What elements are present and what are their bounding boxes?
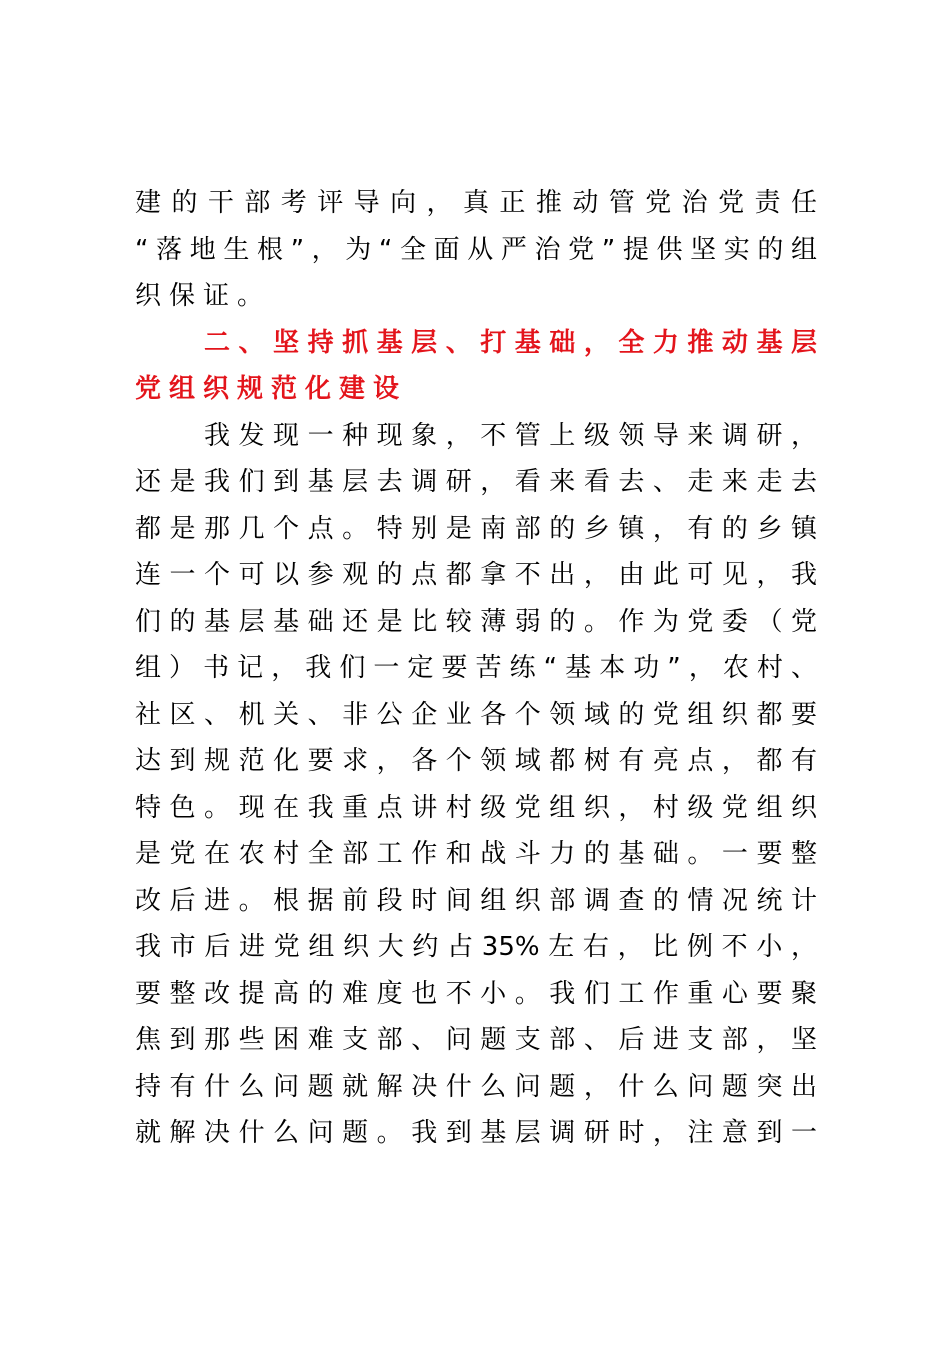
section-heading	[135, 320, 817, 413]
text-line: 我发现一种现象，不管上级领导来调研，	[204, 420, 817, 451]
text-line: 社区、机关、非公企业各个领域的党组织都要	[135, 699, 817, 730]
text-line: 组）书记，我们一定要苦练“基本功”，农村、	[135, 653, 817, 683]
heading-line: 党组织规范化建设	[135, 374, 408, 404]
text-line: 我市后进党组织大约占35%左右，比例不小，	[135, 932, 817, 962]
text-line: 织保证。	[135, 281, 272, 311]
text-line: 就解决什么问题。我到基层调研时，注意到一	[135, 1118, 817, 1148]
text-line: 特色。现在我重点讲村级党组织，村级党组织	[135, 792, 817, 823]
text-line: 是党在农村全部工作和战斗力的基础。一要整	[135, 839, 817, 869]
heading-line: 二、坚持抓基层、打基础，全力推动基层	[204, 327, 817, 358]
text-line: 改后进。根据前段时间组织部调查的情况统计	[135, 885, 817, 916]
text-line: 们的基层基础还是比较薄弱的。作为党委（党	[135, 606, 817, 637]
text-line: 要整改提高的难度也不小。我们工作重心要聚	[135, 978, 817, 1009]
text-line: 都是那几个点。特别是南部的乡镇，有的乡镇	[135, 513, 817, 544]
text-line: 还是我们到基层去调研，看来看去、走来走去	[135, 467, 817, 497]
paragraph-continuation	[135, 180, 817, 320]
document-body	[135, 180, 817, 1157]
text-line: 达到规范化要求，各个领域都树有亮点，都有	[135, 746, 817, 776]
paragraph-body	[135, 413, 817, 1157]
text-line: “落地生根”，为“全面从严治党”提供坚实的组	[135, 234, 817, 265]
text-line: 建的干部考评导向，真正推动管党治党责任	[135, 188, 817, 218]
text-line: 持有什么问题就解决什么问题，什么问题突出	[135, 1071, 817, 1102]
text-line: 焦到那些困难支部、问题支部、后进支部，坚	[135, 1025, 817, 1055]
text-line: 连一个可以参观的点都拿不出，由此可见，我	[135, 560, 817, 590]
